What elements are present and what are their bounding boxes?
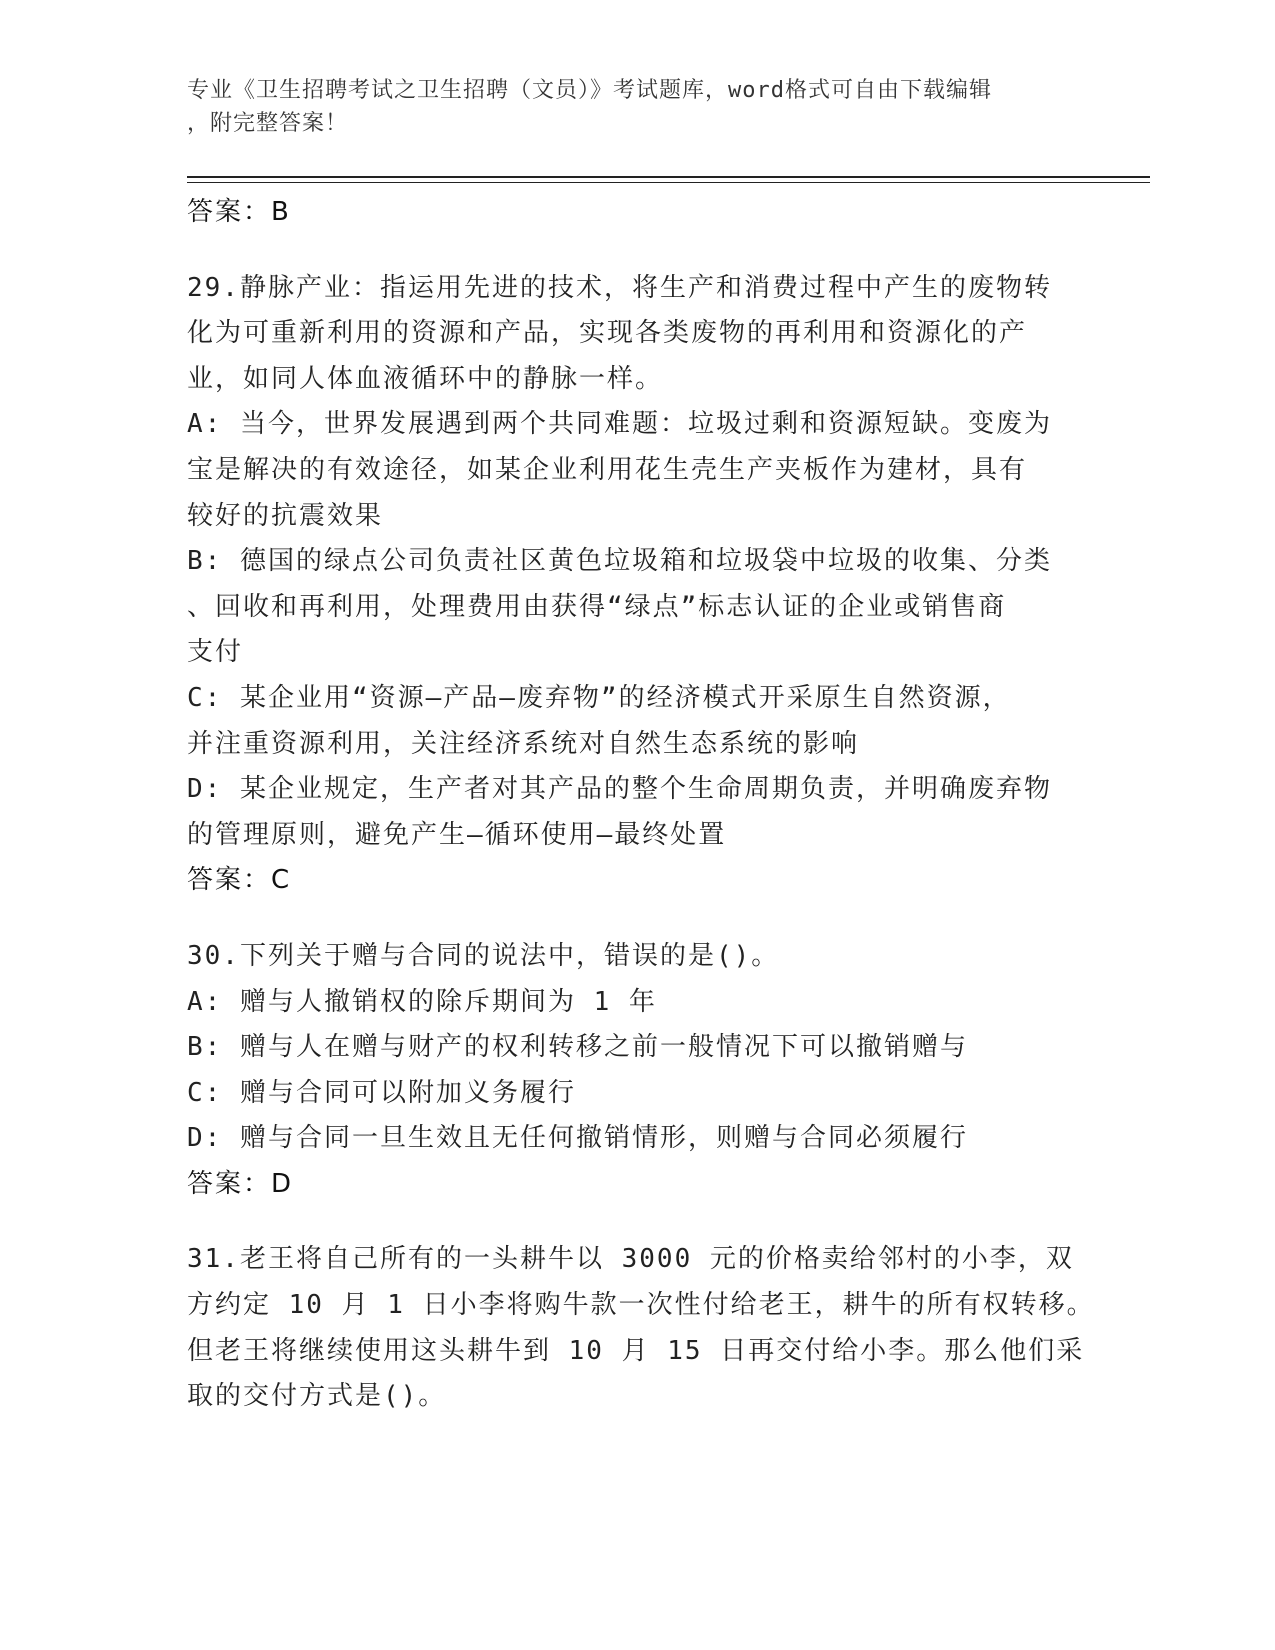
header-line-1: 专业《卫生招聘考试之卫生招聘（文员）》考试题库，word格式可自由下载编辑 xyxy=(187,78,992,103)
answer-previous: 答案：B xyxy=(187,197,291,227)
option-c-line: 并注重资源利用，关注经济系统对自然生态系统的影响 xyxy=(187,728,860,759)
spacer xyxy=(187,904,1087,934)
option-a-line: 宝是解决的有效途径，如某企业利用花生壳生产夹板作为建材，具有 xyxy=(187,454,1028,485)
option-a-line: A: 赠与人撤销权的除斥期间为 1 年 xyxy=(187,986,657,1017)
question-29 xyxy=(187,266,1087,904)
answer-29: 答案：C xyxy=(187,865,292,896)
document-body xyxy=(187,190,1095,1420)
header-divider-thick xyxy=(187,176,1150,178)
question-text-line: 取的交付方式是()。 xyxy=(187,1381,447,1412)
question-text-line: 31.老王将自己所有的一头耕牛以 3000 元的价格卖给邻村的小李，双 xyxy=(187,1244,1074,1275)
option-d-line: D: 赠与合同一旦生效且无任何撤销情形，则赠与合同必须履行 xyxy=(187,1123,968,1154)
option-b-line: 、回收和再利用，处理费用由获得“绿点”标志认证的企业或销售商 xyxy=(187,591,1007,622)
document-header xyxy=(187,74,1067,140)
option-a-line: A: 当今，世界发展遇到两个共同难题：垃圾过剩和资源短缺。变废为 xyxy=(187,409,1052,440)
option-c-line: C: 赠与合同可以附加义务履行 xyxy=(187,1077,576,1108)
answer-30: 答案：D xyxy=(187,1168,294,1199)
option-a-line: 较好的抗震效果 xyxy=(187,500,384,531)
option-d-line: 的管理原则，避免产生—循环使用—最终处置 xyxy=(187,819,727,850)
option-b-line: 支付 xyxy=(187,637,244,668)
option-d-line: D: 某企业规定，生产者对其产品的整个生命周期负责，并明确废弃物 xyxy=(187,774,1052,805)
question-text-line: 化为可重新利用的资源和产品，实现各类废物的再利用和资源化的产 xyxy=(187,318,1028,349)
option-b-line: B: 赠与人在赠与财产的权利转移之前一般情况下可以撤销赠与 xyxy=(187,1032,968,1063)
question-31 xyxy=(187,1237,1095,1419)
question-text-line: 29.静脉产业：指运用先进的技术，将生产和消费过程中产生的废物转 xyxy=(187,272,1052,303)
option-c-line: C: 某企业用“资源—产品—废弃物”的经济模式开采原生自然资源， xyxy=(187,682,1011,713)
option-b-line: B: 德国的绿点公司负责社区黄色垃圾箱和垃圾袋中垃圾的收集、分类 xyxy=(187,546,1052,577)
header-divider-thin xyxy=(187,182,1150,183)
question-text-line: 业，如同人体血液循环中的静脉一样。 xyxy=(187,363,664,394)
header-line-2: ，附完整答案！ xyxy=(187,111,349,136)
spacer xyxy=(187,236,1087,266)
spacer xyxy=(187,1207,1087,1237)
question-text-line: 方约定 10 月 1 日小李将购牛款一次性付给老王，耕牛的所有权转移。 xyxy=(187,1290,1095,1321)
question-text-line: 30.下列关于赠与合同的说法中，错误的是()。 xyxy=(187,940,780,971)
question-30 xyxy=(187,934,1087,1208)
question-text-line: 但老王将继续使用这头耕牛到 10 月 15 日再交付给小李。那么他们采 xyxy=(187,1335,1085,1366)
